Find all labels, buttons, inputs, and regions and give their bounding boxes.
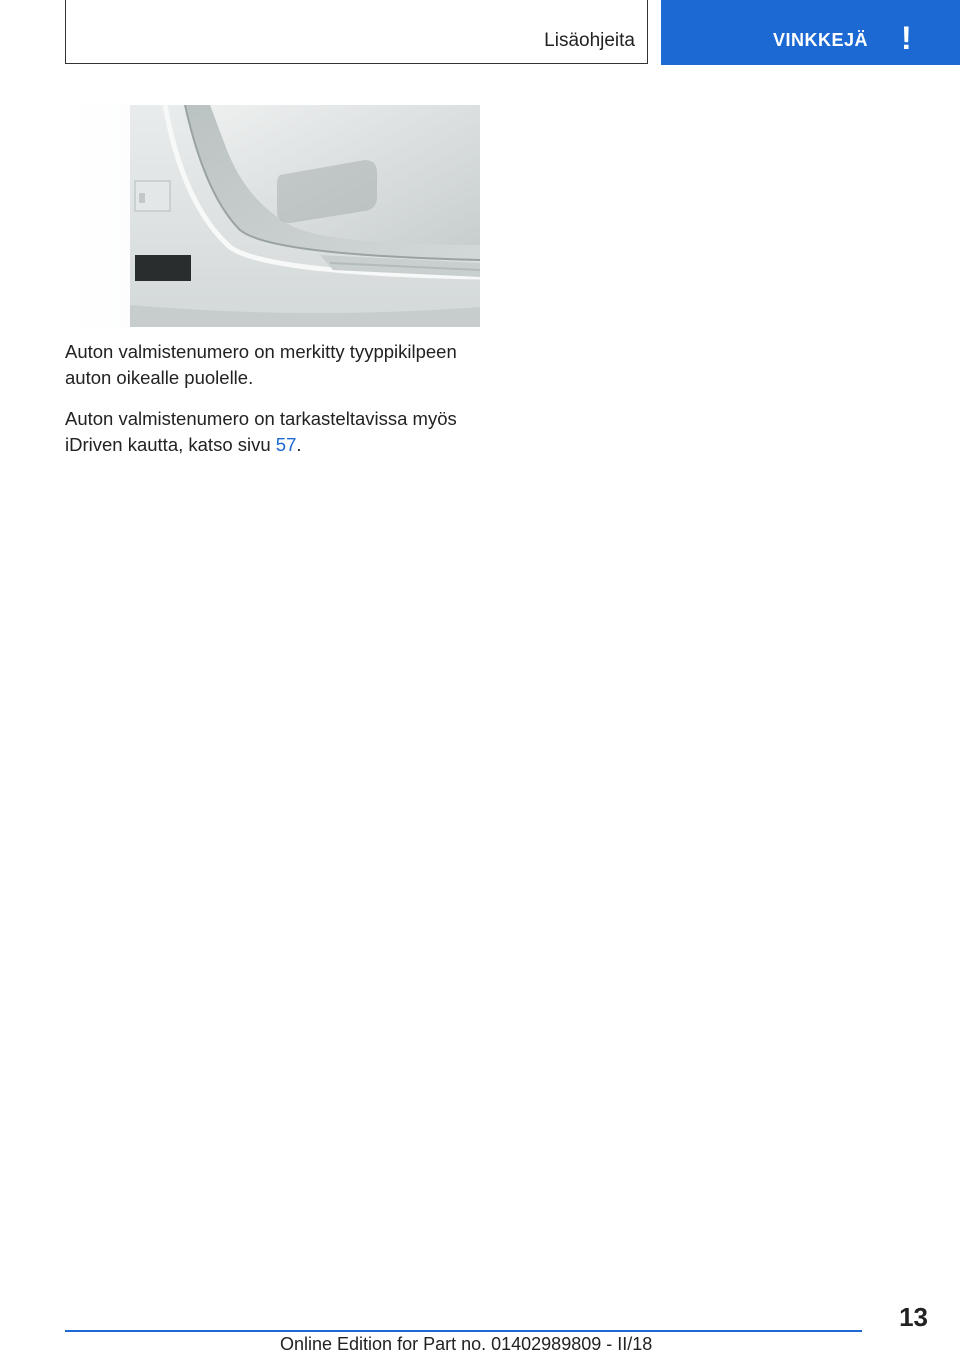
header-section-box [65, 0, 648, 64]
paragraph-end: . [296, 434, 302, 455]
header-tab-tips[interactable] [661, 0, 960, 65]
exclamation-icon: ! [901, 20, 912, 56]
page-number: 13 [899, 1302, 928, 1332]
footer-divider [65, 1330, 862, 1332]
section-title: Lisäohjeita [544, 30, 635, 51]
page-reference-link[interactable]: 57 [275, 434, 297, 455]
footer-edition: Online Edition for Part no. 01402989809 - II/18 [280, 1334, 653, 1354]
tab-label: VINKKEJÄ [773, 30, 869, 50]
door-sill-image [65, 105, 480, 327]
paragraph-vin-plate: Auton valmistenumero on merkitty tyyppikilpeen auton oikealle puolelle. [65, 341, 457, 388]
paragraph-text: Auton valmistenumero on tarkasteltavissa myös iDriven kautta, katso sivu [65, 408, 457, 455]
paragraph-vin-idrive [65, 406, 485, 458]
